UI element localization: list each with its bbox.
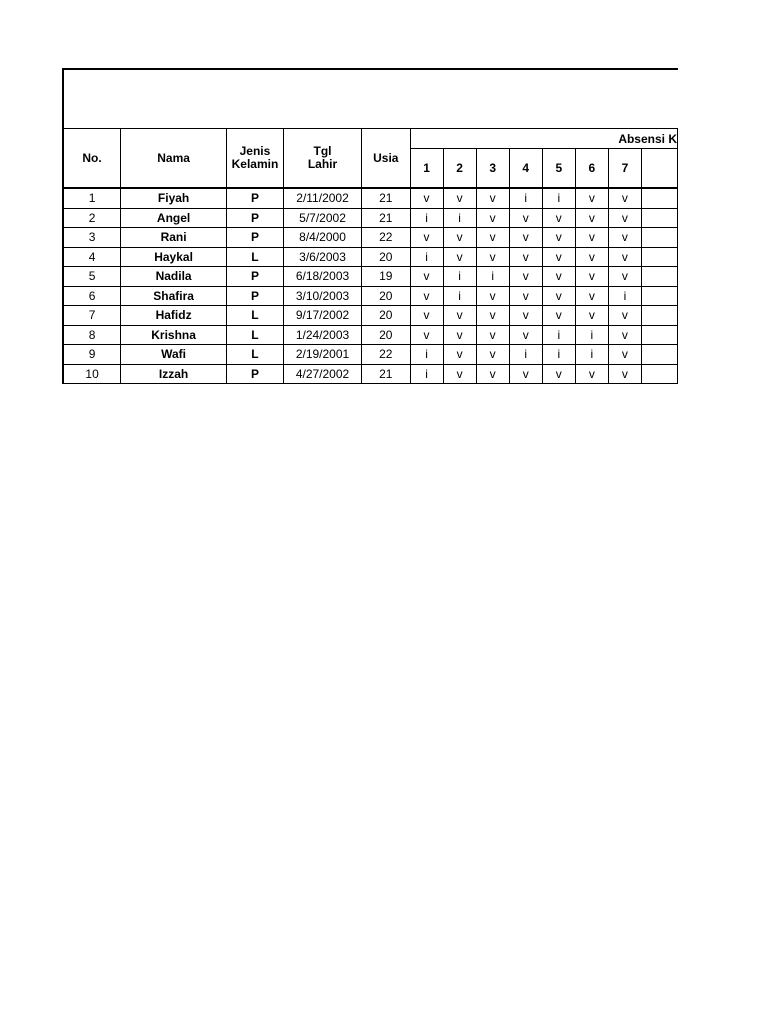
cell-attendance-day-5: v (542, 247, 575, 267)
attendance-sheet (62, 68, 678, 384)
cell-usia: 21 (362, 208, 410, 228)
cell-jenis-kelamin: P (227, 208, 284, 228)
cell-attendance-day-1: v (410, 267, 443, 287)
cell-nama: Krishna (121, 325, 227, 345)
cell-no: 6 (63, 286, 121, 306)
cell-attendance-day-4: i (509, 188, 542, 208)
cell-tgl-lahir: 9/17/2002 (283, 306, 361, 326)
header-absensi-label: Absensi K (618, 131, 677, 146)
cell-attendance-next (641, 345, 677, 365)
cell-nama: Izzah (121, 364, 227, 384)
cell-attendance-next (641, 188, 677, 208)
cell-attendance-day-5: v (542, 208, 575, 228)
cell-attendance-day-7: v (608, 208, 641, 228)
cell-usia: 20 (362, 286, 410, 306)
cell-no: 1 (63, 188, 121, 208)
cell-attendance-day-6: i (575, 345, 608, 365)
cell-usia: 22 (362, 228, 410, 248)
table-row (63, 364, 678, 384)
cell-attendance-day-5: v (542, 364, 575, 384)
cell-attendance-day-3: v (476, 247, 509, 267)
cell-attendance-next (641, 208, 677, 228)
cell-tgl-lahir: 2/19/2001 (283, 345, 361, 365)
cell-attendance-day-1: v (410, 306, 443, 326)
cell-attendance-day-3: v (476, 228, 509, 248)
cell-attendance-day-3: i (476, 267, 509, 287)
cell-tgl-lahir: 3/6/2003 (283, 247, 361, 267)
cell-tgl-lahir: 2/11/2002 (283, 188, 361, 208)
cell-attendance-next (641, 247, 677, 267)
cell-attendance-day-5: i (542, 325, 575, 345)
cell-attendance-day-6: v (575, 188, 608, 208)
cell-no: 9 (63, 345, 121, 365)
cell-attendance-day-7: v (608, 345, 641, 365)
cell-attendance-day-2: v (443, 364, 476, 384)
cell-tgl-lahir: 1/24/2003 (283, 325, 361, 345)
cell-attendance-day-3: v (476, 345, 509, 365)
cell-attendance-next (641, 286, 677, 306)
header-tgl-line2: Lahir (307, 157, 338, 171)
cell-attendance-next (641, 267, 677, 287)
cell-no: 7 (63, 306, 121, 326)
cell-jenis-kelamin: L (227, 306, 284, 326)
cell-attendance-day-6: v (575, 228, 608, 248)
cell-tgl-lahir: 8/4/2000 (283, 228, 361, 248)
cell-attendance-day-5: v (542, 228, 575, 248)
cell-attendance-day-6: v (575, 208, 608, 228)
cell-attendance-day-1: i (410, 208, 443, 228)
cell-attendance-day-2: v (443, 247, 476, 267)
header-jenis-kelamin (227, 129, 284, 189)
header-day-7: 7 (608, 149, 641, 189)
cell-attendance-day-2: v (443, 188, 476, 208)
cell-attendance-day-5: i (542, 345, 575, 365)
header-jenis-line1: Jenis (239, 144, 271, 158)
cell-attendance-day-3: v (476, 306, 509, 326)
table-row (63, 188, 678, 208)
cell-nama: Fiyah (121, 188, 227, 208)
header-day-1: 1 (410, 149, 443, 189)
cell-attendance-day-1: v (410, 286, 443, 306)
cell-attendance-day-7: v (608, 188, 641, 208)
cell-nama: Shafira (121, 286, 227, 306)
cell-attendance-day-3: v (476, 188, 509, 208)
header-tgl-line1: Tgl (313, 144, 332, 158)
cell-attendance-day-4: v (509, 325, 542, 345)
cell-attendance-day-6: v (575, 306, 608, 326)
cell-attendance-day-1: v (410, 228, 443, 248)
cell-attendance-next (641, 325, 677, 345)
cell-attendance-next (641, 306, 677, 326)
cell-no: 2 (63, 208, 121, 228)
cell-no: 5 (63, 267, 121, 287)
attendance-body (63, 188, 678, 384)
cell-attendance-day-5: v (542, 286, 575, 306)
cell-attendance-next (641, 228, 677, 248)
sheet-title-area (62, 68, 678, 128)
table-row (63, 306, 678, 326)
cell-tgl-lahir: 3/10/2003 (283, 286, 361, 306)
cell-no: 8 (63, 325, 121, 345)
cell-attendance-day-4: i (509, 345, 542, 365)
cell-tgl-lahir: 6/18/2003 (283, 267, 361, 287)
cell-attendance-day-4: v (509, 228, 542, 248)
cell-nama: Angel (121, 208, 227, 228)
header-day-3: 3 (476, 149, 509, 189)
table-row (63, 286, 678, 306)
cell-jenis-kelamin: P (227, 286, 284, 306)
cell-attendance-day-6: v (575, 364, 608, 384)
cell-attendance-day-3: v (476, 364, 509, 384)
cell-attendance-day-3: v (476, 286, 509, 306)
cell-attendance-day-4: v (509, 306, 542, 326)
header-tgl-lahir (283, 129, 361, 189)
cell-attendance-day-2: v (443, 345, 476, 365)
cell-attendance-day-6: v (575, 267, 608, 287)
cell-attendance-day-1: i (410, 247, 443, 267)
cell-attendance-day-4: v (509, 247, 542, 267)
cell-attendance-day-7: v (608, 267, 641, 287)
cell-usia: 20 (362, 247, 410, 267)
cell-no: 10 (63, 364, 121, 384)
cell-attendance-day-6: i (575, 325, 608, 345)
cell-attendance-day-6: v (575, 247, 608, 267)
header-day-6: 6 (575, 149, 608, 189)
header-no: No. (63, 129, 121, 189)
cell-attendance-day-2: i (443, 286, 476, 306)
cell-attendance-day-5: i (542, 188, 575, 208)
cell-attendance-day-2: v (443, 228, 476, 248)
header-nama: Nama (121, 129, 227, 189)
cell-attendance-day-5: v (542, 306, 575, 326)
cell-usia: 20 (362, 306, 410, 326)
header-day-next (641, 149, 677, 189)
cell-attendance-day-6: v (575, 286, 608, 306)
cell-jenis-kelamin: L (227, 247, 284, 267)
table-row (63, 345, 678, 365)
cell-attendance-day-4: v (509, 286, 542, 306)
cell-attendance-day-7: v (608, 247, 641, 267)
table-row (63, 228, 678, 248)
cell-attendance-day-3: v (476, 208, 509, 228)
cell-attendance-day-7: v (608, 325, 641, 345)
header-jenis-line2: Kelamin (231, 157, 279, 171)
cell-jenis-kelamin: P (227, 188, 284, 208)
cell-jenis-kelamin: P (227, 364, 284, 384)
cell-attendance-day-2: i (443, 208, 476, 228)
attendance-table (62, 128, 678, 384)
cell-attendance-day-4: v (509, 364, 542, 384)
cell-attendance-day-2: v (443, 325, 476, 345)
cell-attendance-day-4: v (509, 208, 542, 228)
cell-attendance-day-7: v (608, 306, 641, 326)
cell-attendance-day-2: i (443, 267, 476, 287)
cell-tgl-lahir: 5/7/2002 (283, 208, 361, 228)
cell-jenis-kelamin: L (227, 325, 284, 345)
cell-attendance-day-5: v (542, 267, 575, 287)
cell-nama: Nadila (121, 267, 227, 287)
cell-no: 4 (63, 247, 121, 267)
table-row (63, 247, 678, 267)
cell-jenis-kelamin: L (227, 345, 284, 365)
cell-usia: 22 (362, 345, 410, 365)
cell-no: 3 (63, 228, 121, 248)
cell-nama: Hafidz (121, 306, 227, 326)
cell-attendance-day-1: i (410, 364, 443, 384)
cell-attendance-day-3: v (476, 325, 509, 345)
cell-nama: Rani (121, 228, 227, 248)
cell-tgl-lahir: 4/27/2002 (283, 364, 361, 384)
cell-nama: Wafi (121, 345, 227, 365)
cell-attendance-day-7: v (608, 364, 641, 384)
cell-usia: 19 (362, 267, 410, 287)
cell-attendance-day-1: v (410, 188, 443, 208)
cell-usia: 20 (362, 325, 410, 345)
header-day-4: 4 (509, 149, 542, 189)
cell-attendance-day-7: v (608, 228, 641, 248)
cell-usia: 21 (362, 364, 410, 384)
header-day-5: 5 (542, 149, 575, 189)
header-usia: Usia (362, 129, 410, 189)
cell-attendance-day-7: i (608, 286, 641, 306)
table-row (63, 267, 678, 287)
header-day-2: 2 (443, 149, 476, 189)
cell-jenis-kelamin: P (227, 228, 284, 248)
cell-usia: 21 (362, 188, 410, 208)
cell-nama: Haykal (121, 247, 227, 267)
cell-jenis-kelamin: P (227, 267, 284, 287)
header-absensi-group (410, 129, 678, 149)
table-row (63, 208, 678, 228)
cell-attendance-next (641, 364, 677, 384)
cell-attendance-day-1: v (410, 325, 443, 345)
table-row (63, 325, 678, 345)
cell-attendance-day-1: i (410, 345, 443, 365)
cell-attendance-day-2: v (443, 306, 476, 326)
cell-attendance-day-4: v (509, 267, 542, 287)
